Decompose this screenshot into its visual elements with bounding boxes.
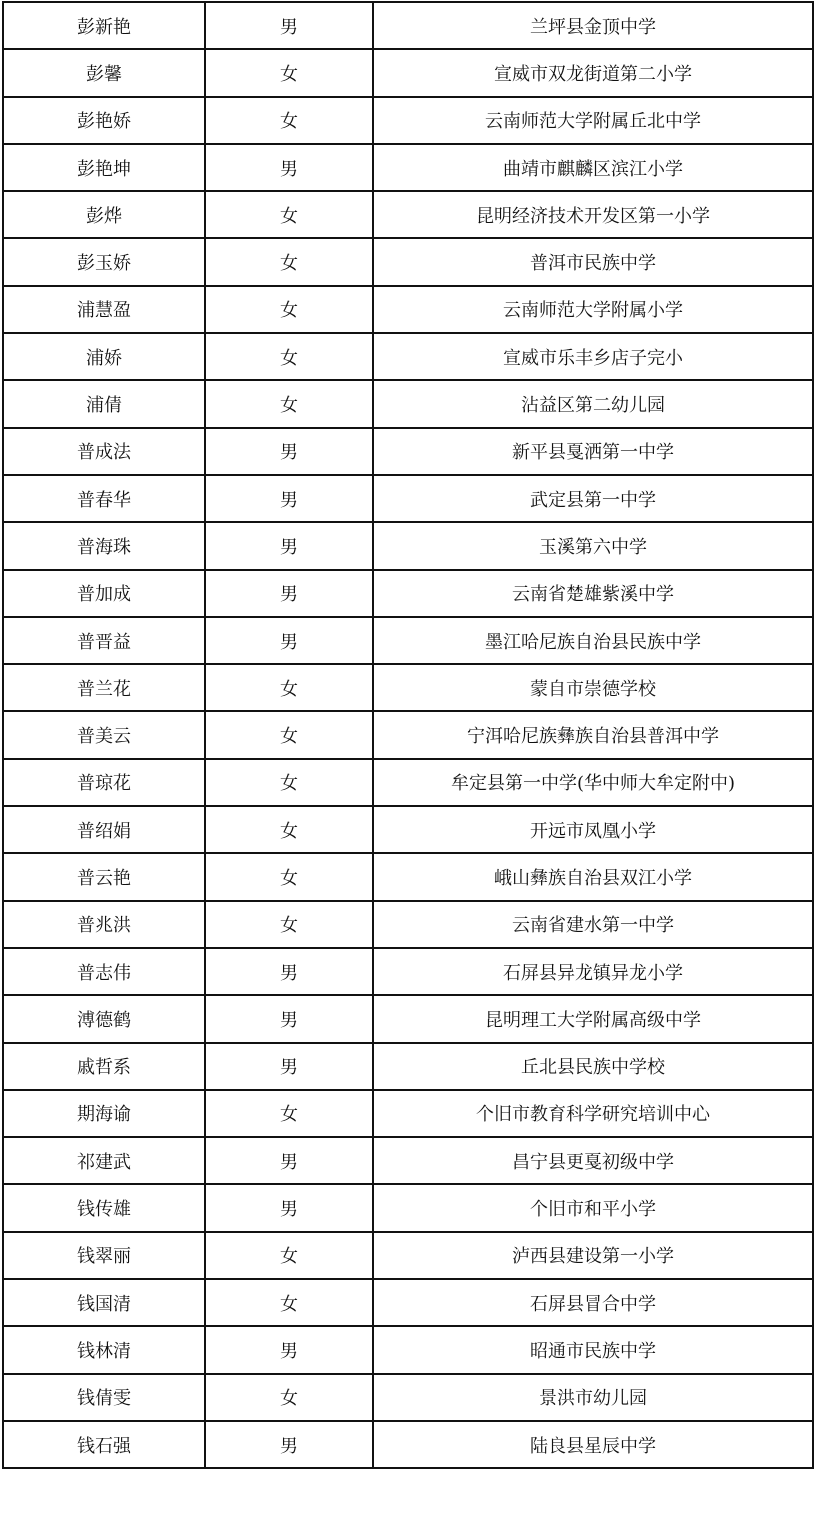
school-cell: 昌宁县更戛初级中学 (373, 1137, 813, 1184)
name-cell: 浦娇 (3, 333, 205, 380)
name-cell: 普琼花 (3, 759, 205, 806)
school-cell: 玉溪第六中学 (373, 522, 813, 569)
table-row (3, 806, 813, 853)
table-row (3, 1421, 813, 1468)
table-row (3, 2, 813, 49)
gender-cell: 女 (205, 711, 373, 758)
school-cell: 石屏县异龙镇异龙小学 (373, 948, 813, 995)
table-row (3, 1090, 813, 1137)
name-cell: 浦慧盈 (3, 286, 205, 333)
name-cell: 祁建武 (3, 1137, 205, 1184)
table-row (3, 522, 813, 569)
school-cell: 曲靖市麒麟区滨江小学 (373, 144, 813, 191)
school-cell: 新平县戛洒第一中学 (373, 428, 813, 475)
gender-cell: 男 (205, 522, 373, 569)
name-cell: 普志伟 (3, 948, 205, 995)
school-cell: 宣威市双龙街道第二小学 (373, 49, 813, 96)
gender-cell: 男 (205, 144, 373, 191)
gender-cell: 男 (205, 428, 373, 475)
school-cell: 沾益区第二幼儿园 (373, 380, 813, 427)
gender-cell: 男 (205, 1043, 373, 1090)
table-row (3, 1137, 813, 1184)
name-cell: 彭艳坤 (3, 144, 205, 191)
school-cell: 峨山彝族自治县双江小学 (373, 853, 813, 900)
name-cell: 彭新艳 (3, 2, 205, 49)
table-row (3, 238, 813, 285)
name-cell: 普云艳 (3, 853, 205, 900)
table-row (3, 664, 813, 711)
gender-cell: 女 (205, 191, 373, 238)
school-cell: 云南师范大学附属丘北中学 (373, 97, 813, 144)
name-cell: 普春华 (3, 475, 205, 522)
name-cell: 钱传雄 (3, 1184, 205, 1231)
name-cell: 彭玉娇 (3, 238, 205, 285)
table-row (3, 1279, 813, 1326)
table-row (3, 1232, 813, 1279)
gender-cell: 男 (205, 1421, 373, 1468)
gender-cell: 男 (205, 995, 373, 1042)
name-cell: 钱林清 (3, 1326, 205, 1373)
gender-cell: 男 (205, 570, 373, 617)
name-cell: 普兆洪 (3, 901, 205, 948)
gender-cell: 女 (205, 664, 373, 711)
gender-cell: 女 (205, 380, 373, 427)
gender-cell: 女 (205, 759, 373, 806)
table-row (3, 475, 813, 522)
name-cell: 期海谕 (3, 1090, 205, 1137)
school-cell: 牟定县第一中学(华中师大牟定附中) (373, 759, 813, 806)
school-cell: 个旧市和平小学 (373, 1184, 813, 1231)
name-cell: 钱石强 (3, 1421, 205, 1468)
name-cell: 钱翠丽 (3, 1232, 205, 1279)
name-cell: 彭馨 (3, 49, 205, 96)
school-cell: 昆明经济技术开发区第一小学 (373, 191, 813, 238)
table-row (3, 570, 813, 617)
table-row (3, 333, 813, 380)
school-cell: 个旧市教育科学研究培训中心 (373, 1090, 813, 1137)
gender-cell: 女 (205, 1232, 373, 1279)
name-cell: 钱国清 (3, 1279, 205, 1326)
table-row (3, 428, 813, 475)
school-cell: 云南省建水第一中学 (373, 901, 813, 948)
school-cell: 泸西县建设第一小学 (373, 1232, 813, 1279)
school-cell: 景洪市幼儿园 (373, 1374, 813, 1421)
table-row (3, 1326, 813, 1373)
table-row (3, 617, 813, 664)
name-cell: 钱倩雯 (3, 1374, 205, 1421)
gender-cell: 男 (205, 475, 373, 522)
gender-cell: 女 (205, 901, 373, 948)
school-cell: 宣威市乐丰乡店子完小 (373, 333, 813, 380)
table-row (3, 1374, 813, 1421)
name-cell: 溥德鹤 (3, 995, 205, 1042)
gender-cell: 女 (205, 333, 373, 380)
school-cell: 云南省楚雄紫溪中学 (373, 570, 813, 617)
name-cell: 普晋益 (3, 617, 205, 664)
gender-cell: 男 (205, 1184, 373, 1231)
school-cell: 昆明理工大学附属高级中学 (373, 995, 813, 1042)
table-row (3, 948, 813, 995)
school-cell: 蒙自市崇德学校 (373, 664, 813, 711)
name-cell: 普绍娟 (3, 806, 205, 853)
name-cell: 普美云 (3, 711, 205, 758)
table-row (3, 286, 813, 333)
school-cell: 丘北县民族中学校 (373, 1043, 813, 1090)
gender-cell: 女 (205, 1279, 373, 1326)
school-cell: 墨江哈尼族自治县民族中学 (373, 617, 813, 664)
gender-cell: 女 (205, 97, 373, 144)
table-row (3, 711, 813, 758)
name-cell: 普成法 (3, 428, 205, 475)
gender-cell: 男 (205, 948, 373, 995)
table-row (3, 759, 813, 806)
name-cell: 普加成 (3, 570, 205, 617)
gender-cell: 女 (205, 806, 373, 853)
gender-cell: 女 (205, 49, 373, 96)
name-cell: 戚哲系 (3, 1043, 205, 1090)
roster-table (2, 1, 814, 1469)
gender-cell: 女 (205, 238, 373, 285)
table-row (3, 49, 813, 96)
gender-cell: 女 (205, 1090, 373, 1137)
table-row (3, 191, 813, 238)
school-cell: 石屏县冒合中学 (373, 1279, 813, 1326)
school-cell: 武定县第一中学 (373, 475, 813, 522)
table-row (3, 901, 813, 948)
school-cell: 开远市凤凰小学 (373, 806, 813, 853)
gender-cell: 女 (205, 286, 373, 333)
gender-cell: 男 (205, 1326, 373, 1373)
school-cell: 普洱市民族中学 (373, 238, 813, 285)
name-cell: 浦倩 (3, 380, 205, 427)
table-row (3, 1043, 813, 1090)
table-row (3, 144, 813, 191)
school-cell: 云南师范大学附属小学 (373, 286, 813, 333)
gender-cell: 男 (205, 617, 373, 664)
roster-table-body (3, 2, 813, 1468)
school-cell: 宁洱哈尼族彝族自治县普洱中学 (373, 711, 813, 758)
gender-cell: 男 (205, 1137, 373, 1184)
name-cell: 彭艳娇 (3, 97, 205, 144)
name-cell: 普海珠 (3, 522, 205, 569)
school-cell: 昭通市民族中学 (373, 1326, 813, 1373)
gender-cell: 女 (205, 1374, 373, 1421)
table-row (3, 1184, 813, 1231)
table-row (3, 97, 813, 144)
school-cell: 兰坪县金顶中学 (373, 2, 813, 49)
gender-cell: 女 (205, 853, 373, 900)
gender-cell: 男 (205, 2, 373, 49)
school-cell: 陆良县星辰中学 (373, 1421, 813, 1468)
table-row (3, 995, 813, 1042)
table-row (3, 380, 813, 427)
name-cell: 普兰花 (3, 664, 205, 711)
name-cell: 彭烨 (3, 191, 205, 238)
table-row (3, 853, 813, 900)
